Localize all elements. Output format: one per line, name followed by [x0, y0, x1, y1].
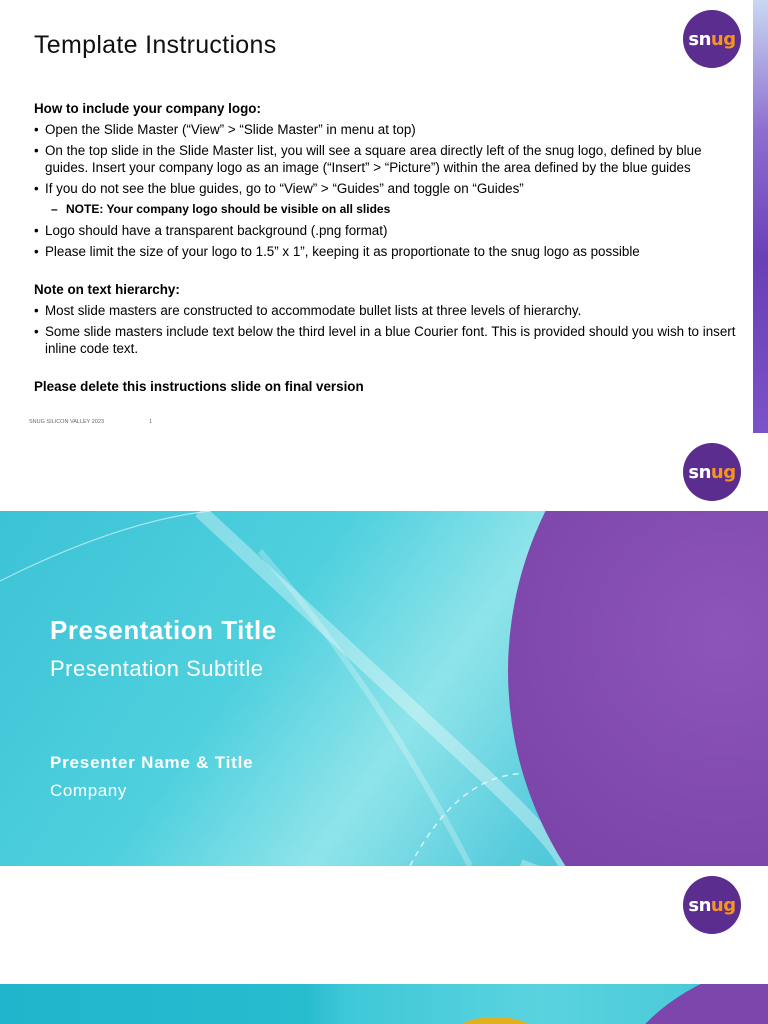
- list-item: • Please limit the size of your logo to 1.5” x 1”, keeping it as proportionate to the snug logo as possible: [34, 243, 739, 260]
- closing-note: Please delete this instructions slide on final version: [34, 379, 364, 394]
- hierarchy-list: [34, 302, 739, 357]
- list-item: • On the top slide in the Slide Master list, you will see a square area directly left of the snug logo, defined by blue guides. Insert your company logo as an image (“Insert” > “Picture”) within the area defined by the blue guides: [34, 142, 739, 176]
- note-item: – NOTE: Your company logo should be visible on all slides: [34, 201, 739, 218]
- purple-circle-graphic: [588, 984, 768, 1024]
- list-item: • Open the Slide Master (“View” > “Slide Master” in menu at top): [34, 121, 739, 138]
- presentation-subtitle: Presentation Subtitle: [50, 656, 264, 681]
- purple-circle-graphic: [508, 511, 768, 866]
- slide-title: Template Instructions: [34, 31, 277, 59]
- presentation-title: Presentation Title: [50, 615, 277, 645]
- snug-logo: sn ug: [683, 443, 741, 501]
- list-item: • If you do not see the blue guides, go to “View” > “Guides” and toggle on “Guides”: [34, 180, 739, 197]
- section-heading-hierarchy: Note on text hierarchy:: [34, 282, 180, 297]
- snug-logo: sn ug: [683, 876, 741, 934]
- page-number: 1: [149, 419, 153, 425]
- presenter-company: Company: [50, 781, 127, 800]
- presenter-name: Presenter Name & Title: [50, 753, 254, 772]
- instructions-body: [34, 100, 739, 399]
- title-slide: [0, 511, 768, 866]
- list-item: • Logo should have a transparent background (.png format): [34, 222, 739, 239]
- slide-edge-graphic: [753, 0, 768, 433]
- instructions-slide: [0, 0, 768, 433]
- list-item: • Most slide masters are constructed to accommodate bullet lists at three levels of hierarchy.: [34, 302, 739, 319]
- slide-footer: SNUG SILICON VALLEY 2023: [29, 419, 104, 425]
- list-item: • Some slide masters include text below the third level in a blue Courier font. This is provided should you wish to insert inline code text.: [34, 323, 739, 357]
- next-slide-partial: [0, 984, 768, 1024]
- snug-logo: sn ug: [683, 10, 741, 68]
- gold-shape-graphic: [450, 1017, 540, 1024]
- logo-instructions-list: [34, 121, 739, 260]
- section-heading-logo: How to include your company logo:: [34, 101, 261, 116]
